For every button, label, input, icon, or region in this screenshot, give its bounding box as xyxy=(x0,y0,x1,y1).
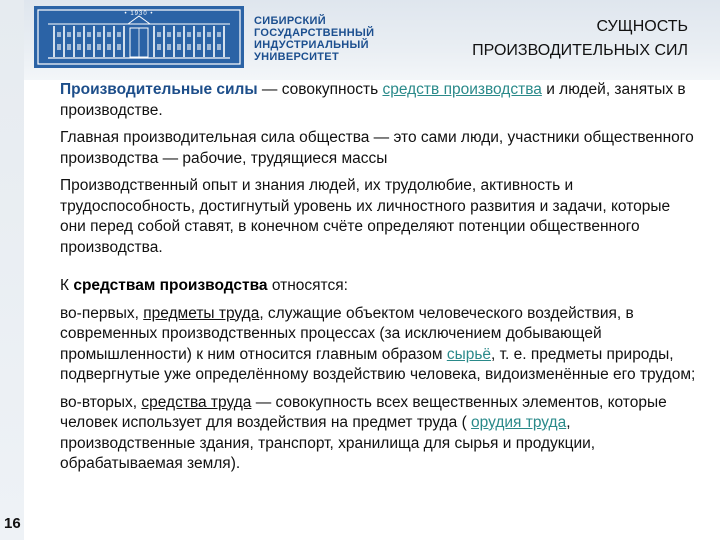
paragraph-text: , производственные здания, транспорт, хранилища для сырья и продукции, обрабатываемая земля). xyxy=(60,414,596,472)
slide-title-line: СУЩНОСТЬ xyxy=(596,18,688,35)
paragraph-means-of-labor xyxy=(60,393,700,475)
paragraph-definition xyxy=(60,80,700,121)
term-productive-forces: Производительные силы xyxy=(60,81,258,98)
paragraph-means-intro xyxy=(60,276,700,297)
university-logo xyxy=(34,6,244,68)
paragraph-main-force: Главная производительная сила общества — это сами люди, участники общественного производства — рабочие, трудящиеся массы xyxy=(60,129,694,167)
term-objects-of-labor: предметы труда xyxy=(143,304,260,322)
logo-year-text: • 1930 • xyxy=(124,11,154,17)
university-name-line: СИБИРСКИЙ xyxy=(254,15,326,27)
paragraph-text: К xyxy=(60,277,74,294)
paragraph-text: — совокупность xyxy=(257,81,383,98)
paragraph-text: относятся: xyxy=(267,277,348,294)
page-number: 16 xyxy=(4,515,21,532)
term-means-of-production: средствам производства xyxy=(73,277,268,294)
link-tools-of-labor[interactable]: орудия труда xyxy=(471,414,567,431)
paragraph-experience: Производственный опыт и знания людей, их трудолюбие, активность и трудоспособность, достигнутый уровень их личностного развития и задачи, которые они перед собой ставят, в конечном счёте определяют потенции общественного производства. xyxy=(60,177,671,256)
paragraph-objects-of-labor xyxy=(60,304,700,386)
slide-title xyxy=(472,15,688,63)
university-name-line: ИНДУСТРИАЛЬНЫЙ xyxy=(254,39,369,51)
term-means-of-labor: средства труда xyxy=(141,393,252,411)
paragraph-text: , т. е. предметы природы, подвергнутые уже определённому воздействию человека, видоизменённые его трудом; xyxy=(60,345,696,383)
university-name-line: УНИВЕРСИТЕТ xyxy=(254,51,339,63)
slide-title-line: ПРОИЗВОДИТЕЛЬНЫХ СИЛ xyxy=(472,42,688,59)
left-margin-strip xyxy=(0,0,24,540)
paragraph-text: во-первых, xyxy=(60,304,144,322)
university-name xyxy=(254,15,374,63)
paragraph-text: и людей, занятых в производстве. xyxy=(60,81,686,119)
paragraph-text: , служащие объектом человеческого воздействия, в современных производственных процессах (за исключением добывающей промышленности) к ним относится главным образом xyxy=(60,304,634,363)
slide-content xyxy=(60,80,700,482)
paragraph-text: — совокупность всех вещественных элементов, которые человек использует для воздействия на предмет труда ( xyxy=(60,393,667,431)
link-raw-materials[interactable]: сырьё xyxy=(446,345,492,363)
university-name-line: ГОСУДАРСТВЕННЫЙ xyxy=(254,27,375,39)
paragraph-text: во-вторых, xyxy=(60,393,142,411)
link-means-of-production[interactable]: средств производства xyxy=(382,81,542,98)
